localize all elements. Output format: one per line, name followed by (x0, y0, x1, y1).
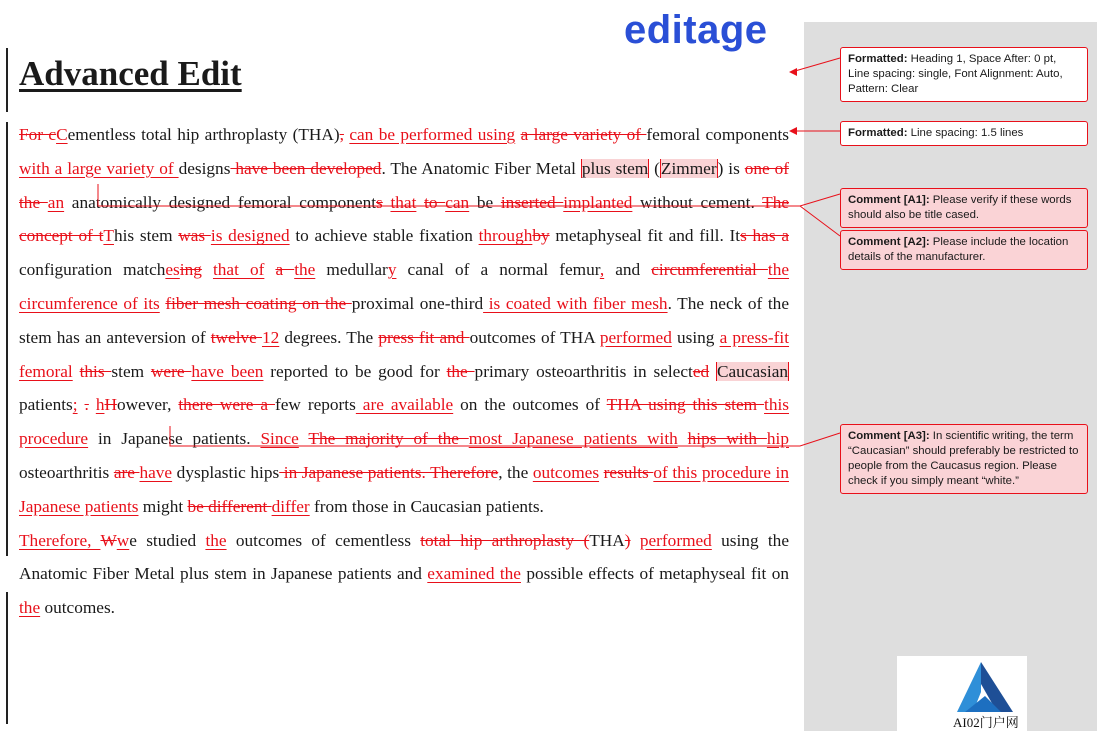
tracked-deletion: circumferential (651, 260, 768, 280)
body-text: ementless total hip arthroplasty (THA) (67, 125, 340, 144)
body-text: using (671, 327, 720, 347)
tracked-deletion: ) (624, 530, 631, 550)
body-text: outcomes of THA (469, 327, 600, 347)
body-text: . The Anatomic Fiber Metal (381, 158, 581, 178)
body-text (73, 362, 80, 381)
tracked-insertion: can be performed using (349, 125, 516, 144)
tracked-insertion: , (599, 260, 605, 280)
tracked-insertion: of this procedure in Japanese patients (19, 462, 789, 516)
document-title[interactable]: Advanced Edit (19, 54, 242, 93)
document-body[interactable] (19, 118, 789, 625)
tracked-deletion: a (275, 260, 295, 280)
tracked-insertion: that (390, 192, 417, 212)
tracked-deletion: be different (187, 496, 272, 516)
tracked-deletion: THA using this stem (606, 395, 765, 415)
tracked-insertion: is designed (210, 226, 290, 246)
tracked-insertion: examined the (427, 564, 521, 584)
tracked-insertion: C (56, 125, 68, 144)
commented-text[interactable]: plus stem (581, 158, 649, 178)
editage-logo: editage (624, 8, 768, 52)
paragraph-2[interactable] (19, 524, 789, 625)
body-text (631, 531, 640, 550)
body-text: on the outcomes of (453, 395, 607, 415)
body-text: ( (649, 158, 660, 178)
body-text: reported to be good for (263, 361, 447, 381)
tracked-insertion: w (116, 530, 130, 550)
tracked-deletion: was (178, 226, 211, 246)
tracked-insertion: implanted (563, 192, 633, 212)
comment-balloon-a2[interactable]: Comment [A2]: Please include the location details of the manufacturer. (840, 230, 1088, 270)
body-text: metaphyseal fit and fill. It (549, 226, 741, 246)
body-text: primary osteoarthritis in select (474, 361, 693, 381)
tracked-deletion: ing (179, 260, 202, 280)
tracked-deletion: , (339, 125, 344, 144)
tracked-insertion: are available (355, 395, 454, 415)
body-text: canal of a normal femur (396, 260, 600, 280)
tracked-deletion: are (113, 462, 140, 482)
tracked-insertion: Therefore, (19, 530, 101, 550)
tracked-insertion: an (47, 192, 65, 212)
tracked-deletion: there were a (178, 395, 275, 415)
tracked-deletion: The majority of the (308, 429, 469, 449)
body-text: . The neck of the stem has an anteversion of (19, 293, 789, 347)
tracked-deletion: a large variety of (520, 125, 647, 144)
body-text: femoral components (646, 125, 790, 144)
formatting-balloon-line-spacing[interactable]: Formatted: Line spacing: 1.5 lines (840, 121, 1088, 146)
tracked-insertion: differ (271, 496, 310, 516)
tracked-insertion: performed (639, 530, 712, 550)
tracked-insertion: this procedure (19, 395, 790, 449)
body-text (202, 260, 213, 279)
body-text: degrees. The (279, 327, 379, 347)
commented-text[interactable]: Caucasian (716, 361, 788, 381)
formatting-balloon-heading[interactable]: Formatted: Heading 1, Space After: 0 pt, Line spacing: single, Font Alignment: Auto, Pattern: Clear (840, 47, 1088, 102)
tracked-insertion: is coated with fiber mesh (483, 293, 668, 313)
tracked-deletion: s (376, 192, 383, 212)
change-bar (6, 592, 8, 724)
tracked-insertion: a press-fit femoral (19, 327, 790, 381)
tracked-deletion: inserted (500, 192, 564, 212)
body-text (678, 429, 688, 448)
tracked-insertion: most Japanese patients with (468, 429, 678, 449)
change-bar (6, 122, 8, 556)
watermark (897, 656, 1027, 731)
tracked-insertion: performed (599, 327, 672, 347)
tracked-deletion: to (424, 192, 446, 212)
body-text: from those in Caucasian patients. (309, 496, 544, 516)
tracked-deletion: For c (19, 125, 57, 144)
tracked-deletion: total hip arthroplasty ( (420, 530, 590, 550)
tracked-insertion: have been (191, 361, 264, 381)
tracked-deletion: fiber mesh coating on the (165, 293, 352, 313)
body-text: proximal one-third (351, 293, 484, 313)
a-logo-icon (957, 662, 1013, 712)
tracked-insertion: h (95, 395, 105, 415)
tracked-insertion: the circumference of its (19, 260, 790, 313)
tracked-insertion: have (139, 462, 173, 482)
tracked-insertion: ; (72, 395, 78, 415)
tracked-deletion: were (150, 361, 192, 381)
tracked-insertion: es (165, 260, 180, 280)
tracked-deletion: twelve (210, 327, 262, 347)
body-text: few reports (275, 395, 356, 415)
tracked-deletion: The concept of t (19, 192, 790, 246)
body-text (709, 362, 716, 381)
tracked-deletion: results (603, 462, 654, 482)
tracked-deletion: . (84, 395, 89, 415)
body-text: designs (178, 158, 231, 178)
commented-text[interactable]: Zimmer (660, 158, 717, 178)
tracked-deletion: by (532, 226, 550, 246)
body-text: medullar (315, 260, 388, 280)
body-text: and (604, 260, 652, 280)
comment-balloon-a1[interactable]: Comment [A1]: Please verify if these words should also be title cased. (840, 188, 1088, 228)
watermark-text: AI02门户网 (953, 715, 1019, 730)
tracked-insertion: that of (212, 260, 265, 280)
tracked-insertion: 12 (261, 327, 280, 347)
body-text (78, 395, 85, 414)
body-text (89, 395, 96, 414)
tracked-deletion: the (446, 361, 475, 381)
tracked-deletion: in Japanese patients. Therefore (279, 462, 499, 482)
tracked-deletion: one of the (19, 158, 789, 212)
tracked-deletion: have been developed (230, 158, 382, 178)
body-text: owever, (116, 395, 179, 415)
tracked-insertion: outcomes (532, 462, 600, 482)
tracked-insertion: can (445, 192, 470, 212)
paragraph-1[interactable] (19, 118, 789, 524)
tracked-insertion: hip (766, 429, 789, 449)
tracked-deletion: press fit and (378, 327, 470, 347)
body-text: possible effects of metaphyseal fit on (520, 564, 789, 584)
body-text: anatomically designed femoral component (64, 192, 377, 212)
body-text: THA (589, 530, 625, 550)
body-text: in Japanese patients. (88, 429, 261, 449)
tracked-insertion: the (205, 530, 227, 550)
body-text: to achieve stable fixation (289, 226, 479, 246)
tracked-deletion: s has a (740, 226, 789, 246)
tracked-insertion: T (103, 226, 114, 246)
tracked-deletion: this (79, 361, 112, 381)
body-text: without cement. (632, 192, 763, 212)
tracked-deletion: W (100, 530, 117, 550)
body-text (416, 193, 424, 212)
tracked-insertion: through (478, 226, 533, 246)
body-text: patients (19, 395, 73, 415)
body-text: ) is (717, 158, 745, 178)
body-text: his stem (113, 226, 179, 246)
body-text: outcomes. (40, 598, 115, 618)
body-text: , the (498, 462, 533, 482)
tracked-deletion: ed (692, 361, 710, 381)
body-text: configuration match (19, 260, 166, 280)
body-text: using the Anatomic Fiber Metal plus stem in Japanese patients and (19, 530, 789, 584)
tracked-insertion: Since (260, 429, 299, 449)
tracked-insertion: the (19, 598, 41, 618)
body-text: might (138, 496, 188, 516)
tracked-insertion: with a large variety of (19, 158, 179, 178)
tracked-deletion: H (104, 395, 117, 415)
body-text (299, 429, 309, 448)
tracked-insertion: y (387, 260, 397, 280)
change-bar (6, 48, 8, 112)
body-text: stem (111, 361, 151, 381)
body-text: dysplastic hips (172, 462, 280, 482)
tracked-insertion: the (294, 260, 316, 280)
body-text: outcomes of cementless (226, 530, 421, 550)
body-text: be (469, 192, 501, 212)
comment-balloon-a3[interactable]: Comment [A3]: In scientific writing, the term “Caucasian” should preferably be restricted to people from the Caucasus region. Please check if you simply meant “white.” (840, 424, 1088, 494)
body-text: osteoarthritis (19, 462, 114, 482)
body-text: e studied (129, 530, 206, 550)
body-text (264, 260, 275, 279)
tracked-deletion: hips with (687, 429, 767, 449)
